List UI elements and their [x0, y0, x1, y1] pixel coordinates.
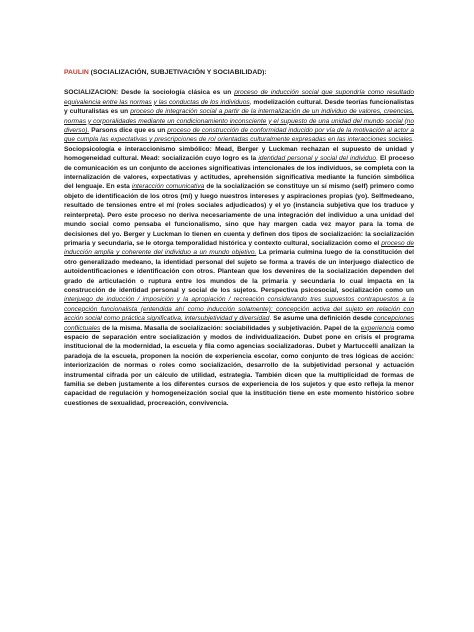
body-text-run: ,: [249, 98, 254, 106]
body-text-run: analizan la paradoja de la escuela, proponen la noción de experiencia escolar, como conjunto de tres lógicas de acción: interiorización de normas o roles como socialización, desarrollo de la subjetividad personal y actuación instrumental cifrada por un cálculo de utilidad, estrategia. También dicen que la multiplicidad de formas de familia se deben justamente a los diferentes cursos de experiencia de los sujetos y que esto refleja la menor capacidad de regulación y homogeneización social que la institución tiene en este momento histórico sobre cuestiones de sexualidad, procreación, convivencia.: [64, 343, 414, 407]
body-text-run: proceso de inducción social que supondría como resultado equivalencia entre las normas y las conductas de los individuos: [64, 89, 414, 106]
body-text-run: identidad personal y social del individuo: [258, 155, 377, 163]
document-body: [64, 88, 414, 408]
body-text-run: de la socialización se constituye un sí mismo (self) primero como objeto de identificación de los otros (mí) y luego nuestros intereses y aspiraciones propias (yo). Selfmedeano, resultado de tensiones entre el mí (roles sociales adjudicados) y el yo (instancia subjetiva que los traduce y reinterpreta). Pero este proceso no deriva necesariamente de una integración del individuo a una unidad del mundo social como pensaba el funcionalismo, sino que hay margen cada vez mayor para la toma de decisiones del yo.: [64, 183, 414, 238]
body-text-run: como espacio de separación entre socialización y modos de individualización. Dubet pone en crisis el programa institucional de la modernidad, la escuela y flia como agencias socializadoras.: [64, 324, 414, 351]
body-text-run: proceso de integración social a partir de la internalización de un individuo de valores, creencias, normas y corporalidades mediante un condicionamiento inconsciente y el supuesto de una unidad del mundo social (no diverso).: [64, 108, 414, 135]
body-text-run: interacción comunicativa: [131, 183, 205, 191]
body-text-run: proceso de inducción amplia y coherente del individuo a un mundo objetivo.: [64, 239, 414, 257]
body-text-run: modelización cultural. Desde teorías funcionalistas y culturalistas es un: [64, 98, 414, 116]
body-text-run: Mead, Berger y Luckman rechazan el supuesto de unidad y homogeneidad cultural. Mead: socialización cuyo logro es la: [64, 145, 414, 163]
body-text-run: interjuego de inducción / imposición y la apropiación / recreación considerando tres supuestos contrapuestos a la concepción funcionalista (entendida ahí como inducción solamente): concepción activa del sujeto en relación con acción social como práctica significativa, intersubjetividad y diversidad: [64, 296, 414, 323]
body-text-run: , socialización como un: [336, 286, 414, 294]
body-text-run: El proceso de comunicación es un conjunto de acciones significativas intencionales de los individuos, se completa con la internalización de valores, expectativas y actitudes, aprehensión significativa mediante la función simbólica del lenguaje. En esta: [64, 155, 414, 191]
body-text-run: proceso de construcción de conformidad inducido por vía de la motivación al actor a que cumpla las expectativas y prescripciones de rol orientadas culturalmente expresadas en las interacciones sociales: [64, 127, 414, 144]
body-text-run: .: [269, 315, 274, 323]
body-text-run: Se asume una definición desde: [273, 315, 374, 323]
body-text-run: lo tienen en cuenta y definen dos tipos de socialización: la socialización primaria y secundaria, se le otorga temporalidad histórica y contexto cultural, socialización como el: [64, 230, 414, 247]
body-text-run: SOCIALIZACION:: [64, 89, 119, 97]
body-text-run: Desde la sociología clásica es un: [118, 89, 235, 97]
body-text-run: La primaria culmina luego de la constitución del otro generalizado medeano, la identidad personal del sujeto se forma a través de un interjuego dialectico de autoidentificaciones e identificación con otros. Plantean que los devenires de la socialización dependen del grado de articulación o ruptura entre los mundos de la primaria y secundaria lo cual impacta en la construcción de identidad personal y social de los sujetos. Perspectiva: [64, 249, 414, 294]
document-title: [64, 68, 414, 77]
body-text-run: concepciones conflictuales: [64, 315, 414, 332]
body-text-run: Berger y Luckman: [123, 230, 182, 238]
body-text-run: de la misma. Masalla de socialización: sociabilidades y subjetivación. Papel de la: [100, 324, 361, 332]
title-author: PAULIN: [64, 69, 89, 76]
document-page: [64, 68, 414, 408]
body-text-run: .: [376, 155, 380, 163]
body-text-run: Sociopsicología e interaccionismo simbólico:: [64, 145, 212, 153]
title-subtitle: (SOCIALIZACIÓN, SUBJETIVACIÓN Y SOCIABILIDAD):: [88, 69, 267, 76]
body-text-run: experiencia: [360, 324, 395, 332]
body-text-run: Dubet y Martuccelli: [316, 343, 378, 351]
body-text-run: psicosocial: [300, 286, 337, 294]
body-text-run: Parsons dice que es un: [89, 127, 168, 135]
body-text-run: .: [412, 136, 414, 144]
